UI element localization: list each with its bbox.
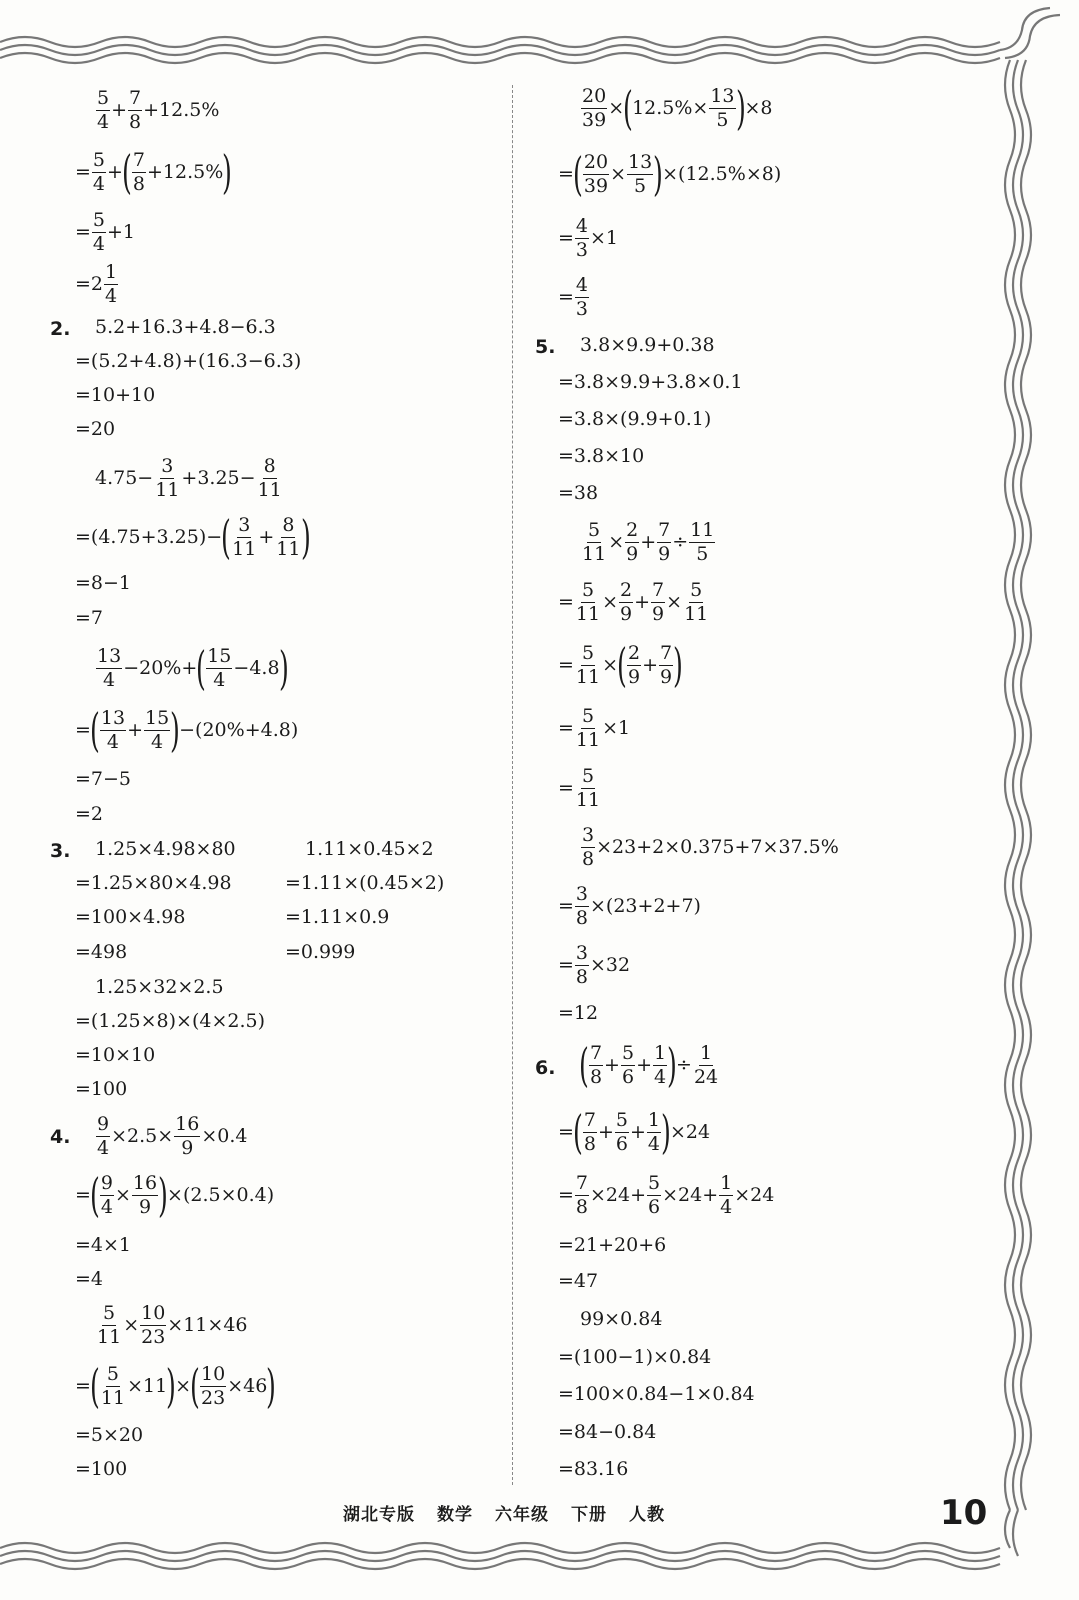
math-line: = ( $\frac{13}{4}$ + $\frac{15}{4}$ ) −(20%+4.8) bbox=[75, 702, 299, 757]
math-line: =1.25×80×4.98 bbox=[75, 872, 232, 894]
math-line: =1.11×0.9 bbox=[285, 906, 390, 928]
math-line: =100 bbox=[75, 1078, 128, 1100]
math-line: $\frac{5}{11}$ × $\frac{10}{23}$ ×11×46 bbox=[97, 1302, 248, 1348]
math-line: =84−0.84 bbox=[558, 1421, 657, 1443]
math-line: = $\frac{5}{11}$ × ( $\frac{2}{9}$ + $\frac{7}{9}$ ) bbox=[558, 637, 684, 692]
question-number: 2. bbox=[50, 318, 71, 340]
footer-term: 下册 bbox=[571, 1505, 607, 1525]
math-line: $\frac{5}{4}$ + $\frac{7}{8}$ +12.5% bbox=[97, 87, 220, 133]
footer-grade: 六年级 bbox=[495, 1505, 549, 1525]
question-number: 4. bbox=[50, 1126, 71, 1148]
math-line: = $\frac{7}{8}$ ×24+ $\frac{5}{6}$ ×24+ $\frac{1}{4}$ ×24 bbox=[558, 1172, 775, 1218]
math-line: = $\frac{4}{3}$ bbox=[558, 274, 589, 320]
column-divider bbox=[512, 85, 513, 1485]
math-line: = ( $\frac{5}{11}$ ×11 ) × ( $\frac{10}{23}$ ×46 ) bbox=[75, 1358, 277, 1413]
math-line: ( $\frac{7}{8}$ + $\frac{5}{6}$ + $\frac{1}{4}$ ) ÷ $\frac{1}{24}$ bbox=[579, 1037, 719, 1092]
math-line: = $\frac{5}{11}$ bbox=[558, 765, 601, 811]
math-line: 3.8×9.9+0.38 bbox=[580, 334, 715, 356]
page-number: 10 bbox=[940, 1493, 988, 1533]
math-line: 1.25×4.98×80 bbox=[95, 838, 236, 860]
math-line: = $\frac{3}{8}$ ×32 bbox=[558, 942, 631, 988]
math-line: $\frac{9}{4}$ ×2.5× $\frac{16}{9}$ ×0.4 bbox=[97, 1113, 248, 1159]
math-line: =(4.75+3.25)− ( $\frac{3}{11}$ + $\frac{8}{11}$ ) bbox=[75, 509, 312, 564]
math-line: 99×0.84 bbox=[580, 1308, 663, 1330]
math-line: 4.75− $\frac{3}{11}$ +3.25− $\frac{8}{11}$ bbox=[95, 455, 282, 501]
math-line: =2 $\frac{1}{4}$ bbox=[75, 261, 118, 307]
math-line: =2 bbox=[75, 803, 104, 825]
math-line: = $\frac{4}{3}$ ×1 bbox=[558, 215, 619, 261]
math-line: =0.999 bbox=[285, 941, 356, 963]
math-line: =20 bbox=[75, 418, 116, 440]
math-line: =38 bbox=[558, 482, 599, 504]
math-line: =83.16 bbox=[558, 1458, 629, 1480]
math-line: = ( $\frac{7}{8}$ + $\frac{5}{6}$ + $\frac{1}{4}$ ) ×24 bbox=[558, 1104, 711, 1159]
math-line: =(5.2+4.8)+(16.3−6.3) bbox=[75, 350, 302, 372]
math-line: =10×10 bbox=[75, 1044, 156, 1066]
math-line: =3.8×9.9+3.8×0.1 bbox=[558, 371, 743, 393]
math-line: =498 bbox=[75, 941, 128, 963]
math-line: = $\frac{5}{11}$ ×1 bbox=[558, 705, 631, 751]
math-line: = $\frac{5}{11}$ × $\frac{2}{9}$ + $\frac{7}{9}$ × $\frac{5}{11}$ bbox=[558, 579, 709, 625]
math-line: =21+20+6 bbox=[558, 1234, 667, 1256]
math-line: =(100−1)×0.84 bbox=[558, 1346, 712, 1368]
math-line: 5.2+16.3+4.8−6.3 bbox=[95, 316, 276, 338]
footer-subject: 数学 bbox=[437, 1505, 473, 1525]
math-line: =5×20 bbox=[75, 1424, 144, 1446]
question-number: 6. bbox=[535, 1057, 556, 1079]
math-line: =(1.25×8)×(4×2.5) bbox=[75, 1010, 266, 1032]
footer-edition: 人教 bbox=[629, 1505, 665, 1525]
math-line: =47 bbox=[558, 1270, 599, 1292]
question-number: 5. bbox=[535, 336, 556, 358]
math-line: =3.8×10 bbox=[558, 445, 645, 467]
math-line: 1.11×0.45×2 bbox=[305, 838, 434, 860]
math-line: =3.8×(9.9+0.1) bbox=[558, 408, 712, 430]
math-line: =7 bbox=[75, 607, 104, 629]
math-line: =100 bbox=[75, 1458, 128, 1480]
math-line: = $\frac{5}{4}$ +1 bbox=[75, 209, 136, 255]
math-line: =8−1 bbox=[75, 572, 132, 594]
math-line: =100×4.98 bbox=[75, 906, 186, 928]
math-line: 1.25×32×2.5 bbox=[95, 976, 224, 998]
math-line: =4 bbox=[75, 1268, 104, 1290]
math-line: = ( $\frac{9}{4}$ × $\frac{16}{9}$ ) ×(2.5×0.4) bbox=[75, 1167, 275, 1222]
math-line: =1.11×(0.45×2) bbox=[285, 872, 445, 894]
math-line: = $\frac{3}{8}$ ×(23+2+7) bbox=[558, 883, 701, 929]
math-line: $\frac{20}{39}$ × ( 12.5%× $\frac{13}{5}$ ) ×8 bbox=[582, 80, 773, 135]
math-line: = ( $\frac{20}{39}$ × $\frac{13}{5}$ ) ×(12.5%×8) bbox=[558, 146, 782, 201]
math-line: =7−5 bbox=[75, 768, 132, 790]
math-line: $\frac{13}{4}$ −20%+ ( $\frac{15}{4}$ −4.8 ) bbox=[97, 640, 289, 695]
math-line: =100×0.84−1×0.84 bbox=[558, 1383, 755, 1405]
math-line: =10+10 bbox=[75, 384, 156, 406]
math-line: =4×1 bbox=[75, 1234, 132, 1256]
math-line: $\frac{3}{8}$ ×23+2×0.375+7×37.5% bbox=[582, 824, 839, 870]
math-line: =12 bbox=[558, 1002, 599, 1024]
math-line: = $\frac{5}{4}$ + ( $\frac{7}{8}$ +12.5% ) bbox=[75, 144, 233, 199]
page-footer bbox=[343, 1500, 687, 1525]
footer-region: 湖北专版 bbox=[343, 1505, 415, 1525]
math-line: $\frac{5}{11}$ × $\frac{2}{9}$ + $\frac{7}{9}$ ÷ $\frac{11}{5}$ bbox=[582, 519, 715, 565]
question-number: 3. bbox=[50, 840, 71, 862]
